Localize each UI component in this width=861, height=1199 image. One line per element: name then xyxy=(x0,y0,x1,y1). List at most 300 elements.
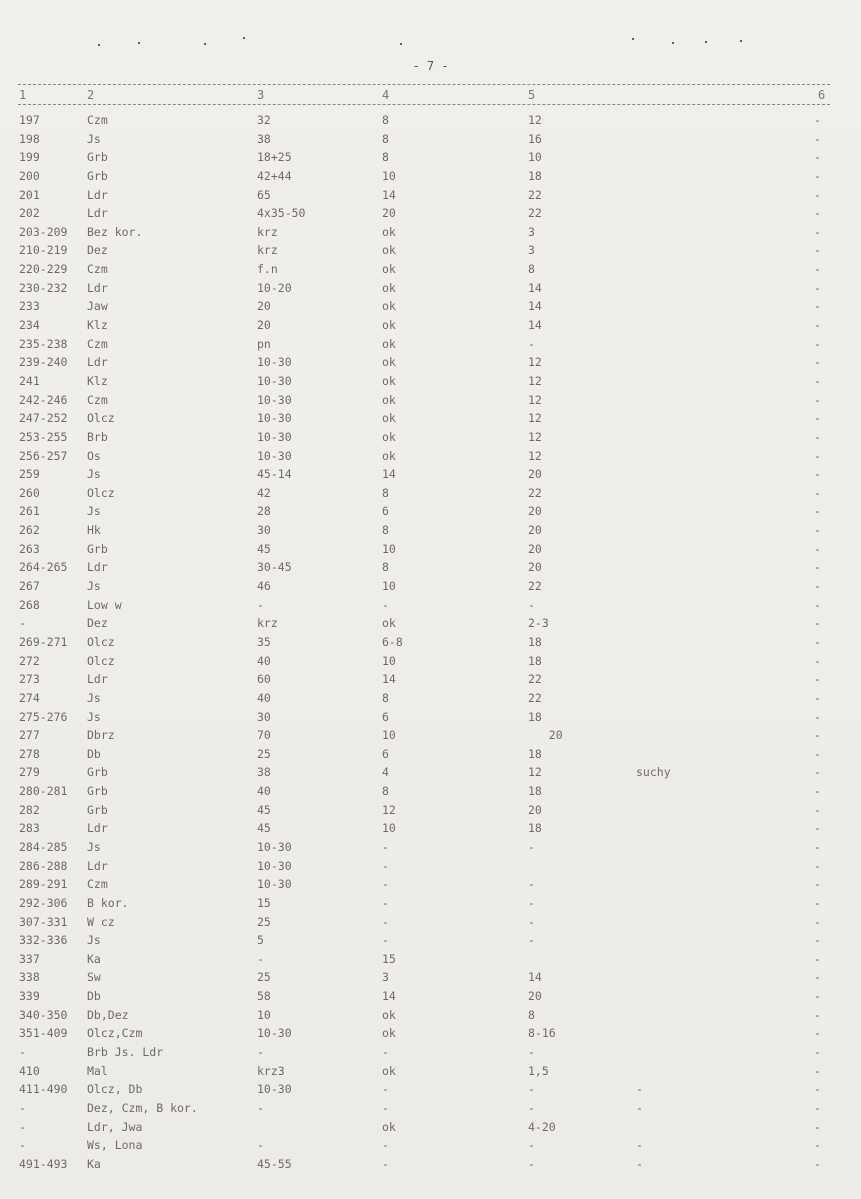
table-cell-c5: - xyxy=(528,877,535,892)
table-cell-c1: 491-493 xyxy=(19,1156,68,1171)
table-cell-c2: Bez kor. xyxy=(87,224,143,239)
table-row xyxy=(0,819,861,838)
table-row xyxy=(0,838,861,857)
table-cell-c3: 4x35-50 xyxy=(257,206,306,221)
table-row xyxy=(0,614,861,633)
table-cell-c2: Brb xyxy=(87,429,108,444)
table-cell-c5: 12 xyxy=(528,355,542,370)
table-cell-c6: - xyxy=(814,1045,821,1060)
table-cell-c2: Ldr, Jwa xyxy=(87,1119,143,1134)
table-cell-c4: 14 xyxy=(382,467,396,482)
column-header-row xyxy=(0,88,861,104)
table-cell-c4: 3 xyxy=(382,970,389,985)
table-cell-c6: - xyxy=(814,504,821,519)
table-cell-c6: - xyxy=(814,541,821,556)
table-cell-c3: 15 xyxy=(257,895,271,910)
table-cell-c1: - xyxy=(19,1138,26,1153)
table-cell-c1: 256-257 xyxy=(19,448,68,463)
table-cell-c5: - xyxy=(528,1045,535,1060)
table-row xyxy=(0,297,861,316)
table-cell-c5: 12 xyxy=(528,392,542,407)
table-row xyxy=(0,1136,861,1155)
table-cell-c2: Grb xyxy=(87,150,108,165)
table-row xyxy=(0,335,861,354)
table-cell-c4: 6 xyxy=(382,504,389,519)
table-cell-c4: 15 xyxy=(382,951,396,966)
table-cell-c3: 10-30 xyxy=(257,877,292,892)
table-cell-c1: 274 xyxy=(19,690,40,705)
table-cell-c1: 260 xyxy=(19,485,40,500)
table-cell-c2: Czm xyxy=(87,336,108,351)
table-row xyxy=(0,596,861,615)
table-cell-c3: 42+44 xyxy=(257,168,292,183)
table-cell-c4: - xyxy=(382,914,389,929)
table-cell-c4: 10 xyxy=(382,541,396,556)
table-cell-c1: 279 xyxy=(19,765,40,780)
table-cell-c6: - xyxy=(814,560,821,575)
table-cell-c3: krz xyxy=(257,224,278,239)
table-cell-c6: - xyxy=(814,690,821,705)
table-cell-c4: ok xyxy=(382,224,396,239)
table-cell-c1: 201 xyxy=(19,187,40,202)
table-cell-c2: Ldr xyxy=(87,821,108,836)
table-cell-c6: - xyxy=(814,877,821,892)
table-cell-c6: - xyxy=(814,467,821,482)
table-cell-c5: 22 xyxy=(528,485,542,500)
table-cell-c2: Ka xyxy=(87,951,101,966)
table-cell-c5: 12 xyxy=(528,765,542,780)
table-cell-c1: 261 xyxy=(19,504,40,519)
table-cell-c1: 253-255 xyxy=(19,429,68,444)
table-cell-c3: 46 xyxy=(257,579,271,594)
table-cell-c1: 278 xyxy=(19,746,40,761)
table-cell-c5: 20 xyxy=(528,560,542,575)
table-cell-c2: Js xyxy=(87,690,101,705)
table-cell-c1: 332-336 xyxy=(19,933,68,948)
top-divider xyxy=(18,84,830,85)
table-cell-c1: 340-350 xyxy=(19,1007,68,1022)
table-row xyxy=(0,1062,861,1081)
table-cell-c5: 18 xyxy=(528,168,542,183)
table-cell-c6: - xyxy=(814,429,821,444)
table-cell-c1: - xyxy=(19,616,26,631)
table-cell-c2: Olcz xyxy=(87,485,115,500)
table-cell-c4: 10 xyxy=(382,579,396,594)
table-cell-c4: 6-8 xyxy=(382,634,403,649)
table-cell-c5: - xyxy=(528,895,535,910)
table-row xyxy=(0,763,861,782)
table-cell-c4: ok xyxy=(382,448,396,463)
table-cell-c2: Js xyxy=(87,839,101,854)
table-row xyxy=(0,1080,861,1099)
table-cell-c1: 411-490 xyxy=(19,1082,68,1097)
table-cell-c1: 242-246 xyxy=(19,392,68,407)
table-row xyxy=(0,279,861,298)
table-row xyxy=(0,1155,861,1174)
table-cell-c5: 22 xyxy=(528,579,542,594)
table-cell-c6: - xyxy=(814,392,821,407)
table-cell-c5: 20 xyxy=(528,523,542,538)
table-cell-c2: Grb xyxy=(87,802,108,817)
table-cell-c5: 20 xyxy=(528,728,563,743)
table-cell-c4: ok xyxy=(382,318,396,333)
table-row xyxy=(0,894,861,913)
table-cell-c3: 10-30 xyxy=(257,411,292,426)
table-cell-c6: - xyxy=(814,1156,821,1171)
table-cell-c1: 277 xyxy=(19,728,40,743)
table-cell-c3: - xyxy=(257,1138,264,1153)
table-cell-c4: 14 xyxy=(382,187,396,202)
table-cell-c1: 202 xyxy=(19,206,40,221)
table-cell-c4: ok xyxy=(382,299,396,314)
table-row xyxy=(0,447,861,466)
table-cell-c3: 20 xyxy=(257,318,271,333)
table-cell-c3: 38 xyxy=(257,131,271,146)
table-row xyxy=(0,1118,861,1137)
table-cell-c1: 275-276 xyxy=(19,709,68,724)
table-cell-c1: 200 xyxy=(19,168,40,183)
table-row xyxy=(0,391,861,410)
table-cell-c2: Czm xyxy=(87,877,108,892)
table-cell-c5: - xyxy=(528,597,535,612)
table-row xyxy=(0,260,861,279)
table-row xyxy=(0,316,861,335)
table-cell-c6: - xyxy=(814,1063,821,1078)
table-cell-c4: 6 xyxy=(382,709,389,724)
table-cell-c6: - xyxy=(814,1082,821,1097)
table-cell-c4: 8 xyxy=(382,784,389,799)
table-cell-c2: Js xyxy=(87,467,101,482)
table-cell-c1: 282 xyxy=(19,802,40,817)
table-cell-c3: 42 xyxy=(257,485,271,500)
table-cell-c7: suchy xyxy=(636,765,671,780)
table-cell-c4: - xyxy=(382,858,389,873)
table-row xyxy=(0,241,861,260)
table-cell-c5: 14 xyxy=(528,280,542,295)
table-cell-c5: 20 xyxy=(528,802,542,817)
table-cell-c5: - xyxy=(528,1100,535,1115)
table-cell-c5: 12 xyxy=(528,448,542,463)
table-cell-c2: Ldr xyxy=(87,858,108,873)
table-cell-c3: 65 xyxy=(257,187,271,202)
table-cell-c1: 210-219 xyxy=(19,243,68,258)
table-cell-c5: 18 xyxy=(528,709,542,724)
table-cell-c3: 45-55 xyxy=(257,1156,292,1171)
table-cell-c6: - xyxy=(814,262,821,277)
table-row xyxy=(0,857,861,876)
table-cell-c4: - xyxy=(382,1045,389,1060)
table-row xyxy=(0,372,861,391)
table-cell-c4: 8 xyxy=(382,131,389,146)
data-table xyxy=(0,111,861,1174)
table-cell-c6: - xyxy=(814,299,821,314)
table-cell-c4: - xyxy=(382,597,389,612)
table-cell-c6: - xyxy=(814,597,821,612)
page-number: - 7 - xyxy=(412,59,449,73)
table-cell-c4: ok xyxy=(382,355,396,370)
table-cell-c3: 25 xyxy=(257,970,271,985)
table-cell-c1: 247-252 xyxy=(19,411,68,426)
table-cell-c5: 14 xyxy=(528,970,542,985)
table-cell-c3: 28 xyxy=(257,504,271,519)
table-cell-c5: 12 xyxy=(528,373,542,388)
header-divider xyxy=(18,104,830,105)
table-cell-c3: krz xyxy=(257,616,278,631)
table-cell-c6: - xyxy=(814,933,821,948)
table-row xyxy=(0,148,861,167)
table-cell-c5: 2-3 xyxy=(528,616,549,631)
column-header: 4 xyxy=(382,88,390,102)
table-cell-c1: 292-306 xyxy=(19,895,68,910)
table-cell-c2: Ldr xyxy=(87,206,108,221)
table-cell-c4: 12 xyxy=(382,802,396,817)
table-cell-c4: ok xyxy=(382,616,396,631)
table-cell-c5: 10 xyxy=(528,150,542,165)
table-row xyxy=(0,484,861,503)
table-cell-c3: 45 xyxy=(257,541,271,556)
table-cell-c1: 198 xyxy=(19,131,40,146)
table-cell-c1: 199 xyxy=(19,150,40,165)
table-cell-c2: Ldr xyxy=(87,355,108,370)
table-cell-c1: 235-238 xyxy=(19,336,68,351)
column-header: 3 xyxy=(257,88,265,102)
table-row xyxy=(0,987,861,1006)
table-row xyxy=(0,875,861,894)
table-cell-c1: 410 xyxy=(19,1063,40,1078)
table-cell-c3: pn xyxy=(257,336,271,351)
table-cell-c2: Dbrz xyxy=(87,728,115,743)
table-cell-c4: ok xyxy=(382,262,396,277)
table-cell-c5: 8-16 xyxy=(528,1026,556,1041)
table-row xyxy=(0,111,861,130)
table-cell-c2: Db xyxy=(87,989,101,1004)
table-row xyxy=(0,745,861,764)
table-cell-c1: - xyxy=(19,1100,26,1115)
table-row xyxy=(0,502,861,521)
table-cell-c1: 307-331 xyxy=(19,914,68,929)
table-cell-c4: - xyxy=(382,1156,389,1171)
table-cell-c4: 8 xyxy=(382,523,389,538)
table-cell-c5: 12 xyxy=(528,429,542,444)
table-cell-c3: - xyxy=(257,597,264,612)
table-cell-c3: 10-20 xyxy=(257,280,292,295)
table-cell-c6: - xyxy=(814,523,821,538)
table-cell-c6: - xyxy=(814,206,821,221)
table-cell-c1: 239-240 xyxy=(19,355,68,370)
table-cell-c2: Olcz xyxy=(87,634,115,649)
table-cell-c5: 18 xyxy=(528,821,542,836)
table-row xyxy=(0,409,861,428)
table-cell-c5: 20 xyxy=(528,504,542,519)
table-cell-c6: - xyxy=(814,243,821,258)
table-row xyxy=(0,558,861,577)
table-cell-c6: - xyxy=(814,1100,821,1115)
table-cell-c4: 6 xyxy=(382,746,389,761)
table-cell-c5: 22 xyxy=(528,690,542,705)
table-cell-c3: 10-30 xyxy=(257,1026,292,1041)
table-cell-c3: - xyxy=(257,1100,264,1115)
table-row xyxy=(0,577,861,596)
table-cell-c5: - xyxy=(528,1082,535,1097)
table-cell-c5: 20 xyxy=(528,467,542,482)
table-cell-c3: 10-30 xyxy=(257,355,292,370)
table-cell-c2: Olcz,Czm xyxy=(87,1026,143,1041)
table-cell-c6: - xyxy=(814,989,821,1004)
table-cell-c6: - xyxy=(814,802,821,817)
table-row xyxy=(0,708,861,727)
table-cell-c5: 8 xyxy=(528,1007,535,1022)
table-cell-c1: 280-281 xyxy=(19,784,68,799)
table-cell-c2: Klz xyxy=(87,373,108,388)
table-cell-c1: 197 xyxy=(19,113,40,127)
table-cell-c7: - xyxy=(636,1138,643,1153)
table-cell-c6: - xyxy=(814,728,821,743)
column-header: 1 xyxy=(19,88,27,102)
table-cell-c2: Sw xyxy=(87,970,101,985)
table-cell-c5: - xyxy=(528,1138,535,1153)
table-cell-c4: - xyxy=(382,933,389,948)
table-cell-c2: Jaw xyxy=(87,299,108,314)
table-cell-c3: 10-30 xyxy=(257,448,292,463)
table-cell-c6: - xyxy=(814,784,821,799)
table-cell-c6: - xyxy=(814,1119,821,1134)
table-cell-c3: krz3 xyxy=(257,1063,285,1078)
table-cell-c6: - xyxy=(814,336,821,351)
table-cell-c4: - xyxy=(382,839,389,854)
table-cell-c6: - xyxy=(814,821,821,836)
table-cell-c3: f.n xyxy=(257,262,278,277)
table-cell-c2: Ka xyxy=(87,1156,101,1171)
table-row xyxy=(0,950,861,969)
table-cell-c5: 22 xyxy=(528,672,542,687)
table-cell-c2: Dez, Czm, B kor. xyxy=(87,1100,198,1115)
table-cell-c3: 20 xyxy=(257,299,271,314)
table-cell-c6: - xyxy=(814,150,821,165)
table-cell-c2: B kor. xyxy=(87,895,129,910)
table-cell-c1: 233 xyxy=(19,299,40,314)
table-cell-c2: Czm xyxy=(87,262,108,277)
table-cell-c3: 40 xyxy=(257,784,271,799)
table-cell-c3: 10-30 xyxy=(257,839,292,854)
table-row xyxy=(0,1006,861,1025)
table-cell-c2: Dez xyxy=(87,243,108,258)
table-cell-c1: 289-291 xyxy=(19,877,68,892)
table-cell-c6: - xyxy=(814,765,821,780)
table-cell-c4: ok xyxy=(382,1063,396,1078)
table-cell-c4: ok xyxy=(382,1007,396,1022)
table-cell-c1: 337 xyxy=(19,951,40,966)
table-cell-c5: 22 xyxy=(528,187,542,202)
table-cell-c2: Js xyxy=(87,709,101,724)
table-cell-c1: 241 xyxy=(19,373,40,388)
table-cell-c3: 58 xyxy=(257,989,271,1004)
table-cell-c3: 10-30 xyxy=(257,429,292,444)
table-row xyxy=(0,204,861,223)
table-cell-c4: ok xyxy=(382,373,396,388)
table-cell-c5: 14 xyxy=(528,299,542,314)
table-cell-c6: - xyxy=(814,373,821,388)
table-cell-c6: - xyxy=(814,485,821,500)
table-cell-c1: 272 xyxy=(19,653,40,668)
table-cell-c3: 25 xyxy=(257,914,271,929)
table-cell-c3: 30 xyxy=(257,523,271,538)
table-cell-c4: - xyxy=(382,895,389,910)
table-cell-c1: 203-209 xyxy=(19,224,68,239)
table-cell-c3: - xyxy=(257,951,264,966)
table-cell-c4: 10 xyxy=(382,821,396,836)
table-cell-c4: 20 xyxy=(382,206,396,221)
table-cell-c5: 12 xyxy=(528,411,542,426)
table-cell-c6: - xyxy=(814,168,821,183)
table-cell-c4: ok xyxy=(382,1026,396,1041)
table-cell-c1: 268 xyxy=(19,597,40,612)
table-row xyxy=(0,1043,861,1062)
table-cell-c2: Olcz xyxy=(87,411,115,426)
table-cell-c3: 18+25 xyxy=(257,150,292,165)
table-cell-c5: - xyxy=(528,1156,535,1171)
table-cell-c3: 32 xyxy=(257,113,271,127)
table-cell-c3: 38 xyxy=(257,765,271,780)
table-cell-c4: ok xyxy=(382,243,396,258)
table-cell-c6: - xyxy=(814,131,821,146)
table-cell-c2: Grb xyxy=(87,784,108,799)
table-row xyxy=(0,465,861,484)
table-cell-c2: Grb xyxy=(87,168,108,183)
table-cell-c1: 284-285 xyxy=(19,839,68,854)
table-cell-c5: 14 xyxy=(528,318,542,333)
table-cell-c6: - xyxy=(814,318,821,333)
table-cell-c7: - xyxy=(636,1156,643,1171)
table-row xyxy=(0,782,861,801)
table-cell-c2: Low w xyxy=(87,597,122,612)
table-cell-c1: 263 xyxy=(19,541,40,556)
table-cell-c5: 20 xyxy=(528,989,542,1004)
table-cell-c6: - xyxy=(814,895,821,910)
table-cell-c2: Db xyxy=(87,746,101,761)
table-cell-c2: Mal xyxy=(87,1063,108,1078)
table-cell-c5: 18 xyxy=(528,746,542,761)
table-cell-c2: Ldr xyxy=(87,187,108,202)
table-cell-c6: - xyxy=(814,224,821,239)
table-cell-c1: - xyxy=(19,1119,26,1134)
table-cell-c4: 4 xyxy=(382,765,389,780)
column-header: 5 xyxy=(528,88,536,102)
table-row xyxy=(0,167,861,186)
table-cell-c6: - xyxy=(814,1026,821,1041)
table-cell-c1: 339 xyxy=(19,989,40,1004)
table-cell-c2: Ldr xyxy=(87,672,108,687)
table-cell-c6: - xyxy=(814,634,821,649)
table-cell-c5: - xyxy=(528,839,535,854)
table-row xyxy=(0,931,861,950)
table-cell-c6: - xyxy=(814,579,821,594)
table-cell-c1: 264-265 xyxy=(19,560,68,575)
table-cell-c4: 8 xyxy=(382,690,389,705)
table-cell-c4: - xyxy=(382,1082,389,1097)
table-cell-c4: 8 xyxy=(382,113,389,127)
table-cell-c4: - xyxy=(382,1100,389,1115)
table-cell-c6: - xyxy=(814,951,821,966)
table-cell-c2: Brb Js. Ldr xyxy=(87,1045,164,1060)
table-cell-c6: - xyxy=(814,1138,821,1153)
table-cell-c6: - xyxy=(814,1007,821,1022)
table-cell-c4: 10 xyxy=(382,168,396,183)
column-header: 2 xyxy=(87,88,95,102)
table-cell-c4: 8 xyxy=(382,150,389,165)
table-cell-c5: - xyxy=(528,933,535,948)
table-cell-c6: - xyxy=(814,187,821,202)
table-cell-c7: - xyxy=(636,1100,643,1115)
